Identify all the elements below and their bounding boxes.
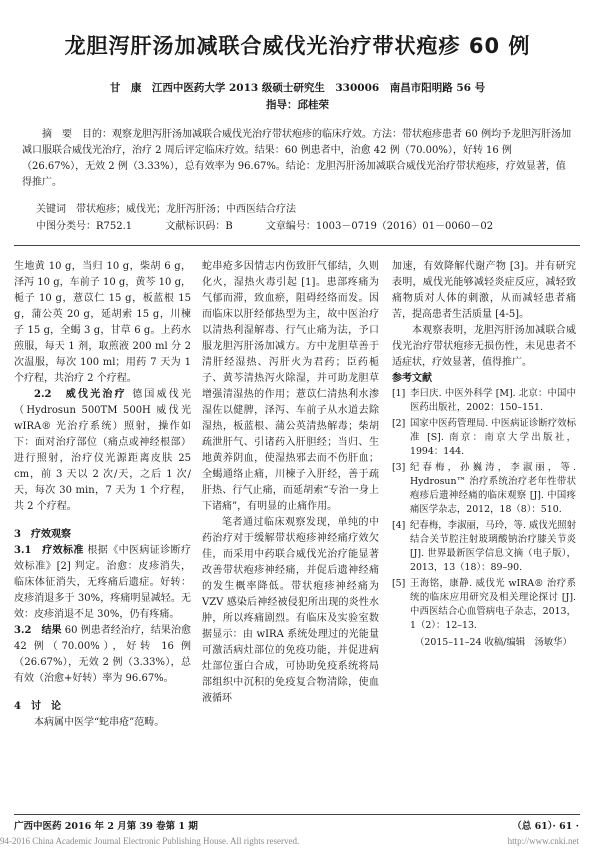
reference-item: [2] 国家中医药管理局. 中医病证诊断疗效标准 [S]. 南京：南京大学出版社，1994：144.	[392, 418, 576, 457]
advisor-line: 指导：邱桂荣	[266, 99, 329, 111]
reference-item: [1] 李曰庆. 中医外科学 [M]. 北京：中国中医药出版社，2002：150–151.	[392, 388, 576, 413]
paragraph-text: 蛇串疮多因情志内伤致肝气郁结，久则化火，湿热火毒引起 [1]。患部疼痛为气郁而滞，致血瘀，阻碍经络而发。因而临床以肝经郁热型为主，故中医治疗以清热利湿解毒、行气止痛为法，予口服龙胆泻肝汤加减方。方中龙胆草善于清肝经湿热、泻肝火为君药；臣药栀子、黄芩清热泻火除湿，并可助龙胆草增强清湿热的作用；薏苡仁清热利水渗湿佐以健脾，泽泻、车前子从水道去除湿热，板蓝根、蒲公英清热解毒；柴胡疏泄肝气、引诸药入肝胆经；当归、生地黄养阴血，使湿热邪去而不伤肝血；全蝎通络止痛，川楝子入肝经，善于疏肝热、行气止痛，而延胡索“专治一身上下诸痛”，有明显的止痛作用。	[202, 261, 379, 512]
header-divider	[14, 245, 580, 246]
reference-item: [5] 王海铭，康静. 威伐光 wIRA® 治疗系统的临床应用研究及相关理论探讨 [J]. 中西医结合心血管病电子杂志，2013，1（2）：12–13.	[392, 578, 576, 631]
article-number: 文章编号：1003－0719（2016）01－0060－02	[265, 221, 494, 232]
footer-divider	[14, 814, 580, 815]
paragraph-text: 加速，有效降解代谢产物 [3]。并有研究表明，威伐光能够减轻炎症反应，减轻致痛物质对人体的刺激，从而减轻患者痛苦，提高患者生活质量 [4-5]。	[392, 261, 576, 320]
journal-footer: 广西中医药 2016 年 2 月第 39 卷第 1 期	[14, 821, 198, 832]
paragraph-text: 根据《中医病证诊断疗效标准》[2] 判定。治愈：皮疹消失，临床体征消失，无疼痛后遗症。好转：皮疹消退多于 30%，疼痛明显减轻。无效：皮疹消退不足 30%，仍有疼痛。	[14, 545, 192, 620]
column-middle	[202, 259, 379, 707]
abstract: 摘 要 目的：观察龙胆泻肝汤加减联合威伐光治疗带状疱疹的临床疗效。方法：带状疱疹患者 60 例均予龙胆泻肝汤加减口服联合威伐光治疗，治疗 2 周后评定临床疗效。结果：60 例患者中，治愈 42 例（70.00%），好转 16 例（26.67%），无效 2 例（3.33%），总有效率为 96.67%。结论：龙胆泻肝汤加减联合威伐光治疗带状疱疹，疗效显著，值得推广。	[22, 129, 572, 188]
page-number: （总 61）· 61 ·	[512, 821, 579, 832]
references-list	[392, 387, 576, 633]
section-heading: 3.2 结果	[14, 625, 62, 636]
cnki-link[interactable]: http://www.cnki.net	[507, 836, 579, 846]
section-heading-3: 3 疗效观察	[14, 529, 71, 540]
section-heading: 3.1 疗效标准	[14, 545, 84, 556]
section-2-2	[14, 387, 191, 515]
classification-line	[36, 219, 576, 235]
section-3-1	[14, 543, 191, 623]
references-heading: 参考文献	[392, 373, 432, 384]
column-left	[14, 259, 191, 731]
class-number: 中图分类号：R752.1	[36, 221, 133, 232]
section-3-2	[14, 623, 191, 687]
section-heading-4: 4 讨 论	[14, 701, 61, 712]
column-right	[392, 259, 576, 651]
reference-item: [3] 纪春梅，孙巍涛，李淑丽，等. Hydrosun™ 治疗系统治疗老年性带状疱疹后遗神经痛的临床观察 [J]. 中国疼痛医学杂志，2012，18（8）：510.	[392, 462, 576, 515]
copyright-text: 94-2016 China Academic Journal Electronic Publishing House. All rights reserved.	[0, 836, 300, 846]
paragraph-text: 笔者通过临床观察发现，单纯的中药治疗对于缓解带状疱疹神经痛疗效欠佳，而采用中药联合威伐光治疗能显著改善带状疱疹神经痛，并促后遗神经痛的发生概率降低。带状疱疹神经痛为 VZV 感染后神经被侵犯所出现的炎性水肿，所以疼痛剧烈。有临床及实验室数据显示：由 wIRA 系统处理过的光能量可激活病灶部位的免疫功能，并促进病灶部位蛋白合成，可协助免疫系统将局部组织中沉积的免疫复合物清除，使血液循环	[202, 517, 379, 704]
document-code: 文献标识码：B	[165, 221, 233, 232]
copyright-strip	[0, 836, 595, 846]
keywords: 关键词 带状疱疹；威伐光；龙肝泻肝汤；中西医结合疗法	[36, 204, 296, 215]
article-title: 龙胆泻肝汤加减联合威伐光治疗带状疱疹 60 例	[64, 34, 531, 58]
paragraph-text: 本病属中医学“蛇串疮”范畴。	[34, 717, 165, 728]
author-line: 甘 康 江西中医药大学 2013 级硕士研究生 330006 南昌市阳明路 56 号	[109, 82, 486, 94]
paragraph-text: 本观察表明，龙胆泻肝汤加减联合威伐光治疗带状疱疹无损伤性，未见患者不适症状，疗效显著，值得推广。	[392, 325, 576, 368]
formula-paragraph: 生地黄 10 g，当归 10 g，柴胡 6 g，泽泻 10 g，车前子 10 g，黄芩 10 g，栀子 10 g，薏苡仁 15 g，板蓝根 15 g，蒲公英 20 g，延胡索 15 g，川楝子 15 g，全蝎 3 g，甘草 6 g。上药水煎服，每天 1 剂，取煎液 200 ml 分 2 次温服，每次 100 ml；用药 7 天为 1 个疗程，共治疗 2 个疗程。	[14, 261, 191, 384]
section-heading: 2.2 威伐光治疗	[34, 389, 127, 400]
paragraph-text: 60 例患者经治疗，结果治愈 42 例（70.00%），好转 16 例（26.67%），无效 2 例（3.33%），总有效（治愈+好转）率为 96.67%。	[14, 625, 191, 684]
reference-item: [4] 纪春梅，李淑丽，马玲，等. 威伐光照射结合关节腔注射玻璃酸钠治疗膝关节炎 [J]. 世界最新医学信息文摘（电子版），2013，13（18）：89–90.	[392, 520, 576, 573]
paragraph-text: 德国威伐光（Hydrosun 500TM 500H 威伐光 wIRA® 光治疗系统）照射，操作如下：面对治疗部位（痛点或神经根部）进行照射，治疗仪光源距离皮肤 25 cm，前 3 天以 2 次/天，之后 1 次/天，每次 30 min，7 天为 1 个疗程，共 2 个疗程。	[14, 389, 192, 512]
receipt-note: （2015–11–24 收稿/编辑 汤敏华）	[415, 637, 572, 648]
